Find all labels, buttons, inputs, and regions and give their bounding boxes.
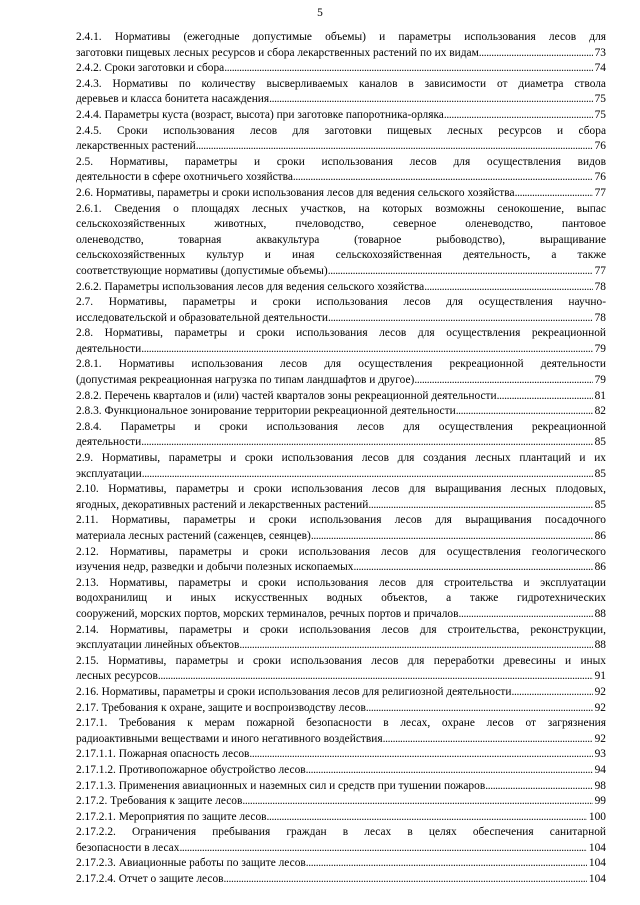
toc-entry[interactable] [76,716,606,747]
dot-leader [269,92,592,108]
toc-entry[interactable] [76,124,606,155]
dot-leader [293,170,593,186]
toc-entry-text-line: оленеводство, товарная аквакультура (товарное рыбоводство), выращивание [76,233,606,246]
toc-entry-page: 91 [594,670,606,683]
dot-leader [141,435,592,451]
toc-entry-page: 82 [594,405,606,418]
toc-entry-last-line [76,92,606,108]
toc-entry-text-line: сельскохозяйственных животных, пчеловодство, северное оленеводство, пантовое [76,218,606,231]
toc-entry-text-line: 2.17.1. Требования к мерам пожарной безопасности в лесах, охране лесов от загрязнения [76,717,606,730]
toc-entry-last-line [76,404,606,420]
toc-entry-page: 99 [594,795,606,808]
dot-leader [179,841,586,857]
toc-entry-page: 104 [588,873,606,886]
toc-entry-text-line: 2.4.3. Нормативы по количеству высверливаемых каналов в зависимости от диаметра ствола [76,77,606,90]
toc-entry-last-line [76,732,606,748]
toc-entry[interactable] [76,155,606,186]
toc-entry[interactable] [76,61,606,77]
toc-entry-title: 2.6.2. Параметры использования лесов для ведения сельского хозяйства [76,280,425,293]
toc-entry[interactable] [76,202,606,280]
toc-entry-title: 2.6. Нормативы, параметры и сроки использования лесов для ведения сельского хозяйства [76,186,515,199]
toc-entry-page: 104 [588,857,606,870]
dot-leader [444,108,593,124]
toc-entry-page: 88 [594,607,606,620]
dot-leader [366,701,593,717]
toc-entry-page: 79 [594,342,606,355]
toc-entry-text-line: 2.17.2.2. Ограничения пребывания граждан в лесах в целях обеспечения санитарной [76,826,606,839]
dot-leader [479,46,593,62]
dot-leader [424,280,592,296]
toc-entry-title: безопасности в лесах [76,841,180,854]
toc-entry-title: 2.17.2.1. Мероприятия по защите лесов [76,810,267,823]
toc-entry-page: 94 [594,763,606,776]
toc-entry-title: эксплуатации линейных объектов [76,639,240,652]
toc-entry-page: 98 [594,779,606,792]
toc-entry-last-line [76,638,606,654]
toc-entry-page: 88 [594,639,606,652]
toc-entry-title: 2.4.4. Параметры куста (возраст, высота) при заготовке папоротника-орляка [76,108,444,121]
toc-entry-last-line [76,186,606,202]
toc-entry[interactable] [76,623,606,654]
toc-entry[interactable] [76,701,606,717]
dot-leader [158,669,593,685]
toc-entry[interactable] [76,794,606,810]
toc-entry[interactable] [76,576,606,623]
toc-entry[interactable] [76,389,606,405]
dot-leader [383,732,593,748]
toc-entry-last-line [76,794,606,810]
toc-entry-last-line [76,264,606,280]
toc-entry-last-line [76,669,606,685]
dot-leader [311,529,593,545]
toc-entry-text-line: 2.8.1. Нормативы использования лесов для осуществления рекреационной деятельности [76,358,606,371]
dot-leader [142,467,593,483]
toc-entry-last-line [76,389,606,405]
toc-entry-last-line [76,342,606,358]
dot-leader [485,779,592,795]
toc-entry-text-line: 2.8.4. Параметры и сроки использования лесов для осуществления рекреационной [76,420,606,433]
toc-entry-page: 86 [594,561,606,574]
toc-entry-last-line [76,607,606,623]
dot-leader [239,638,592,654]
toc-entry-text-line: 2.14. Нормативы, параметры и сроки использования лесов для строительства, реконструкции, [76,623,606,636]
toc-entry-page: 76 [594,171,606,184]
dot-leader [353,560,592,576]
dot-leader [141,342,592,358]
toc-entry-text-line: 2.13. Нормативы, параметры и сроки использования лесов для строительства и эксплуатации [76,576,606,589]
dot-leader [515,186,593,202]
toc-entry-last-line [76,779,606,795]
toc-entry-title: заготовки пищевых лесных ресурсов и сбора лекарственных растений по их видам [76,46,479,59]
toc-entry-page: 92 [594,701,606,714]
dot-leader [306,763,593,779]
toc-entry-page: 85 [594,498,606,511]
toc-entry-text-line: 2.15. Нормативы, параметры и сроки использования лесов для переработки древесины и иных [76,654,606,667]
toc-entry[interactable] [76,186,606,202]
toc-entry-last-line [76,701,606,717]
toc-entry-title: лесных ресурсов [76,670,158,683]
toc-entry[interactable] [76,763,606,779]
toc-entry-last-line [76,856,606,872]
toc-entry-title: материала лесных растений (саженцев, сеянцев) [76,530,311,542]
toc-entry-title: 2.17.2.4. Отчет о защите лесов [76,873,224,886]
toc-entry-title: соответствующие нормативы (допустимые объемы) [76,264,328,277]
toc-entry-text-line: 2.4.5. Сроки использования лесов для заготовки пищевых лесных ресурсов и сбора [76,124,606,137]
toc-entry-page: 75 [594,93,606,106]
dot-leader [328,264,593,280]
toc-entry[interactable] [76,108,606,124]
toc-entry-page: 75 [594,108,606,121]
toc-entry-last-line [76,498,606,514]
toc-entry-title: 2.16. Нормативы, параметры и сроки использования лесов для религиозной деятельности [76,685,512,698]
toc-entry-title: 2.17.1.1. Пожарная опасность лесов [76,748,250,761]
dot-leader [224,61,592,77]
toc-entry-title: деревьев и класса бонитета насаждения [76,93,270,106]
toc-entry-page: 79 [594,374,606,387]
toc-entry-text-line: 2.4.1. Нормативы (ежегодные допустимые объемы) и параметры использования лесов для [76,31,606,43]
toc-entry-page: 73 [594,46,606,59]
toc-entry[interactable] [76,404,606,420]
dot-leader [328,311,593,327]
toc-entry-text-line: 2.9. Нормативы, параметры и сроки использования лесов для создания лесных плантаций и их [76,452,606,465]
toc-entry[interactable] [76,513,606,544]
toc-entry-page: 74 [594,62,606,75]
dot-leader [249,747,592,763]
toc-entry[interactable] [76,420,606,451]
toc-entry-title: 2.17.2.3. Авиационные работы по защите лесов [76,857,306,870]
toc-entry[interactable] [76,77,606,108]
page-number: 5 [317,7,323,19]
toc-entry-title: 2.17.2. Требования к защите лесов [76,795,243,808]
toc-entry-title: деятельности [76,436,142,449]
toc-entry-page: 81 [594,389,606,402]
toc-entry[interactable] [76,810,606,826]
toc-entry-title: ягодных, декоративных растений и лекарственных растений [76,498,369,511]
toc-entry-page: 77 [594,264,606,277]
toc-entry-last-line [76,311,606,327]
toc-entry-page: 92 [594,685,606,698]
toc-entry-title: деятельности [76,342,142,355]
dot-leader [459,607,593,623]
toc-entry-last-line [76,170,606,186]
toc-entry-title: 2.8.2. Перечень кварталов и (или) частей кварталов зоны рекреационной деятельности [76,389,497,402]
toc-entry[interactable] [76,326,606,357]
toc-entry-title: исследовательской и образовательной деятельности [76,311,328,324]
toc-entry-page: 86 [594,530,606,542]
toc-entry[interactable] [76,295,606,326]
dot-leader [242,794,592,810]
toc-entry[interactable] [76,856,606,872]
dot-leader [306,856,587,872]
dot-leader [511,685,592,701]
toc-entry[interactable] [76,654,606,685]
toc-entry-last-line [76,763,606,779]
toc-entry-last-line [76,685,606,701]
toc-entry-title: изучения недр, разведки и добычи полезных ископаемых [76,561,354,574]
toc-entry-last-line [76,841,606,857]
toc-entry[interactable] [76,685,606,701]
toc-entry-page: 77 [594,186,606,199]
toc-entry-title: сооружений, морских портов, морских терминалов, речных портов и причалов [76,607,459,620]
toc-entry-last-line [76,872,606,888]
toc-entry-text-line: 2.8. Нормативы, параметры и сроки использования лесов для осуществления рекреационной [76,327,606,340]
toc-entry-page: 78 [594,280,606,293]
toc-entry-text-line: водохранилищ и иных искусственных водных объектов, а также гидротехнических [76,592,606,605]
toc-entry-page: 85 [594,467,606,480]
dot-leader [368,498,592,514]
toc-entry-page: 93 [594,748,606,761]
toc-entry-title: эксплуатации [76,467,142,480]
toc-entry-title: (допустимая рекреационная нагрузка по типам ландшафтов и другое) [76,374,415,387]
toc-entry-last-line [76,373,606,389]
toc-entry-last-line [76,747,606,763]
toc-entry-text-line: 2.7. Нормативы, параметры и сроки использования лесов для осуществления научно- [76,296,606,309]
toc-entry-last-line [76,467,606,483]
toc-entry-title: радиоактивными веществами и иного негативного воздействия [76,732,383,745]
toc-entry-title: 2.17.1.3. Применения авиационных и наземных сил и средств при тушении пожаров [76,779,486,792]
dot-leader [414,373,592,389]
dot-leader [497,389,593,405]
toc-entry-page: 78 [594,311,606,324]
toc-entry[interactable] [76,545,606,576]
toc-entry-last-line [76,810,606,826]
toc-entry-title: 2.17.1.2. Противопожарное обустройство лесов [76,763,306,776]
toc-entry-last-line [76,46,606,62]
toc-entry-page: 104 [588,841,606,854]
toc-entry-last-line [76,435,606,451]
toc-entry[interactable] [76,825,606,856]
toc-entry-text-line: 2.5. Нормативы, параметры и сроки использования лесов для осуществления видов [76,155,606,168]
toc-entry-title: 2.4.2. Сроки заготовки и сбора [76,62,225,75]
toc-entry-last-line [76,280,606,296]
toc-entry[interactable] [76,482,606,513]
toc-entry-title: 2.17. Требования к охране, защите и воспроизводству лесов [76,701,366,714]
toc-entry-page: 100 [588,810,606,823]
toc-entry-last-line [76,139,606,155]
toc-entry-last-line [76,529,606,545]
toc-entry[interactable] [76,872,606,888]
toc-entry-title: лекарственных растений [76,140,196,153]
toc-entry-title: деятельности в сфере охотничьего хозяйства [76,171,293,184]
toc-entry-page: 76 [594,140,606,153]
table-of-contents [76,30,606,888]
toc-entry-text-line: сельскохозяйственных культур и иная сельскохозяйственная деятельность, а также [76,249,606,262]
dot-leader [224,872,587,888]
toc-entry-text-line: 2.6.1. Сведения о площадях лесных участков, на которых возможны сенокошение, выпас [76,202,606,215]
toc-entry-text-line: 2.11. Нормативы, параметры и сроки использования лесов для выращивания посадочного [76,514,606,527]
toc-entry-page: 85 [594,436,606,449]
toc-entry-last-line [76,560,606,576]
toc-entry-text-line: 2.12. Нормативы, параметры и сроки использования лесов для осуществления геологического [76,545,606,558]
dot-leader [456,404,593,420]
toc-entry-page: 92 [594,732,606,745]
toc-entry[interactable] [76,451,606,482]
toc-entry[interactable] [76,747,606,763]
toc-entry[interactable] [76,779,606,795]
toc-entry[interactable] [76,280,606,296]
toc-entry[interactable] [76,30,606,61]
toc-entry[interactable] [76,357,606,388]
dot-leader [196,139,593,155]
toc-entry-title: 2.8.3. Функциональное зонирование территории рекреационной деятельности [76,405,456,418]
toc-entry-text-line: 2.10. Нормативы, параметры и сроки использования лесов для выращивания лесных плодовых, [76,483,606,496]
toc-entry-last-line [76,108,606,124]
dot-leader [267,810,587,826]
toc-entry-last-line [76,61,606,77]
